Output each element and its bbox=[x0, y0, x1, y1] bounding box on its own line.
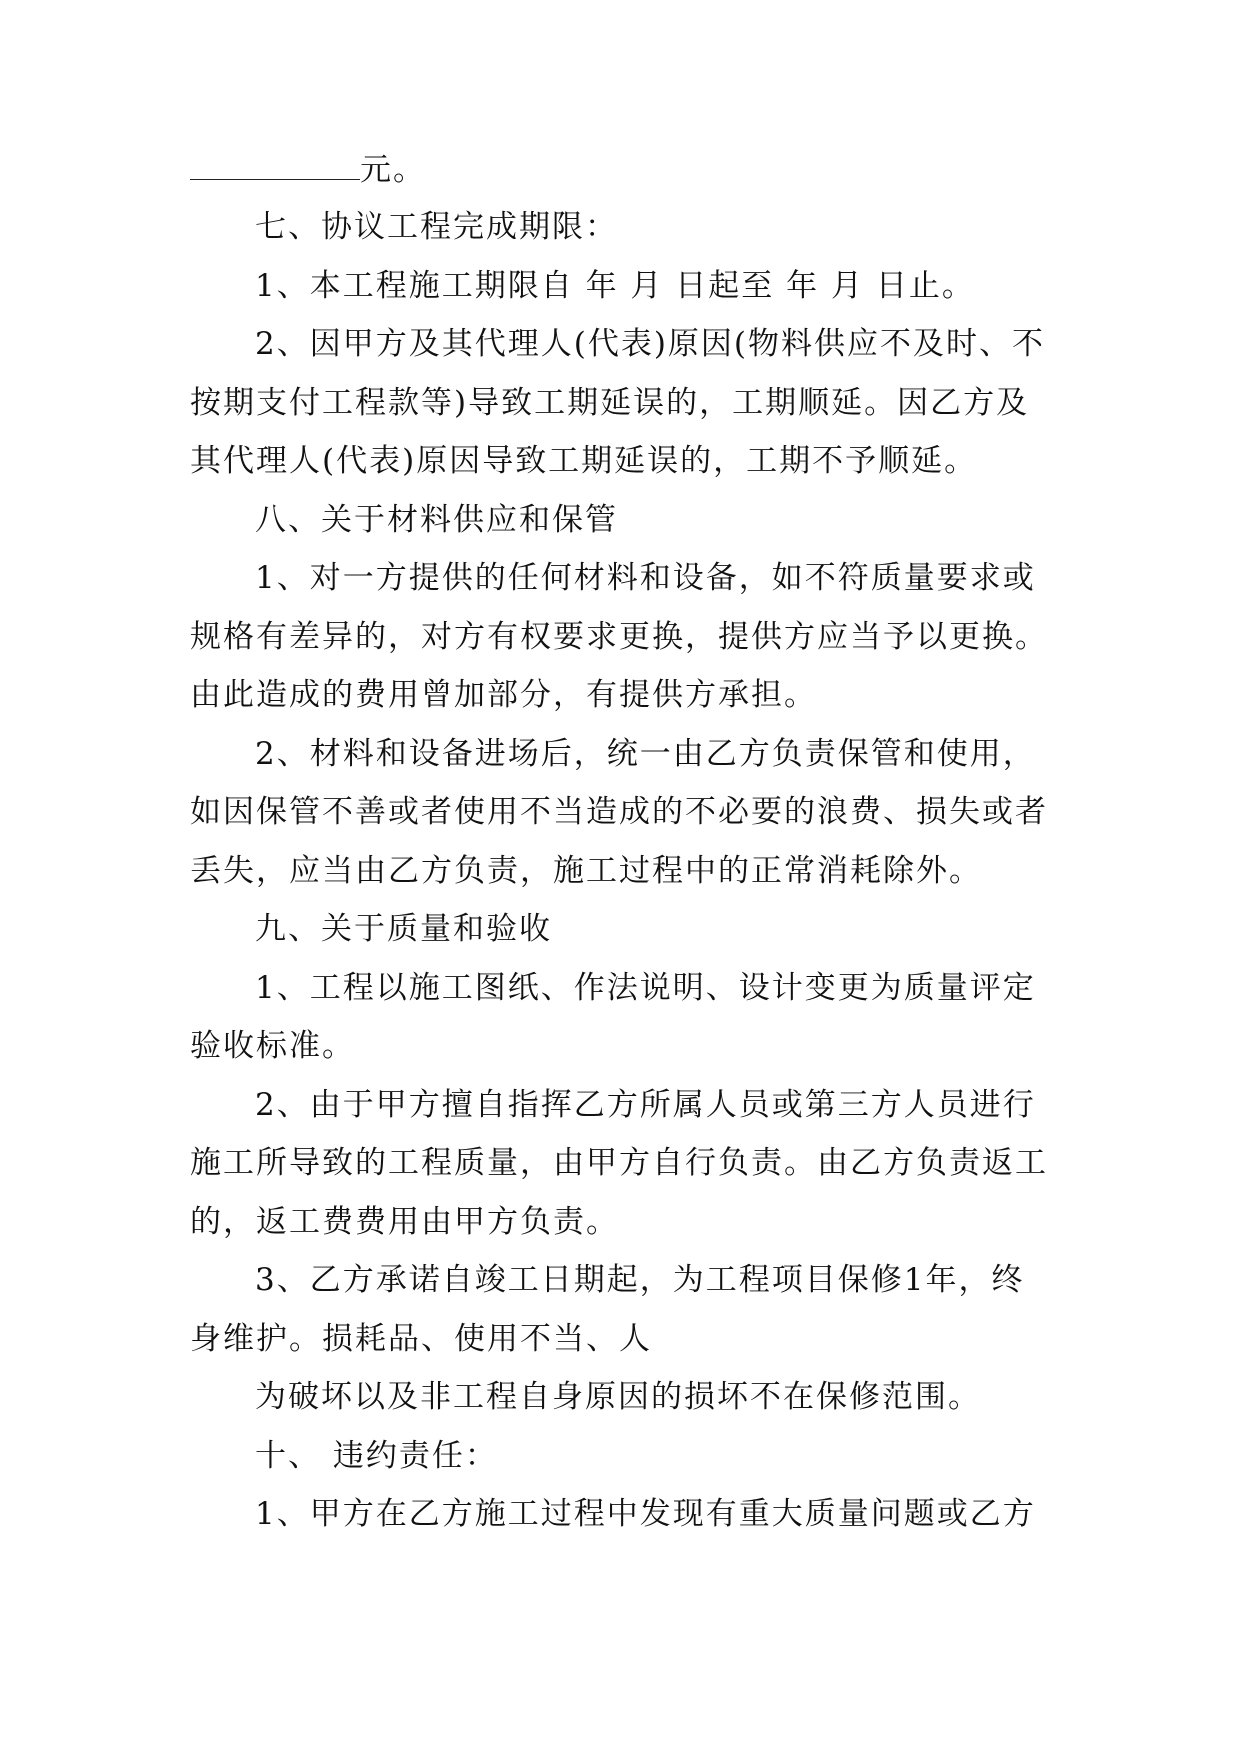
section-heading-10: 十、 违约责任： bbox=[255, 1438, 498, 1474]
paragraph-line: 的，返工费费用由甲方负责。 bbox=[190, 1204, 619, 1240]
paragraph-line: 身维护。损耗品、使用不当、人 bbox=[190, 1321, 652, 1357]
paragraph-line: 如因保管不善或者使用不当造成的不必要的浪费、损失或者 bbox=[190, 794, 1048, 830]
amount-suffix: 元。 bbox=[360, 152, 426, 188]
paragraph-line: 2、材料和设备进场后，统一由乙方负责保管和使用， bbox=[255, 736, 1036, 772]
paragraph-line: 1、对一方提供的任何材料和设备，如不符质量要求或 bbox=[255, 560, 1036, 596]
section-heading-7: 七、协议工程完成期限： bbox=[255, 209, 618, 245]
paragraph-line: 1、甲方在乙方施工过程中发现有重大质量问题或乙方 bbox=[255, 1496, 1036, 1532]
paragraph-line: 2、由于甲方擅自指挥乙方所属人员或第三方人员进行 bbox=[255, 1087, 1036, 1123]
paragraph-line: 施工所导致的工程质量，由甲方自行负责。由乙方负责返工 bbox=[190, 1145, 1048, 1181]
paragraph-line: 为破坏以及非工程自身原因的损坏不在保修范围。 bbox=[255, 1379, 981, 1415]
paragraph-line: 由此造成的费用曾加部分，有提供方承担。 bbox=[190, 677, 817, 713]
section-heading-9: 九、关于质量和验收 bbox=[255, 911, 552, 947]
paragraph-line: 2、因甲方及其代理人(代表)原因(物料供应不及时、不 bbox=[255, 326, 1046, 362]
amount-line bbox=[190, 150, 426, 190]
paragraph-line: 丢失，应当由乙方负责，施工过程中的正常消耗除外。 bbox=[190, 853, 982, 889]
section-heading-8: 八、关于材料供应和保管 bbox=[255, 502, 618, 538]
paragraph-line: 1、本工程施工期限自 年 月 日起至 年 月 日止。 bbox=[255, 268, 975, 304]
paragraph-line: 1、工程以施工图纸、作法说明、设计变更为质量评定 bbox=[255, 970, 1036, 1006]
amount-blank bbox=[190, 151, 360, 180]
paragraph-line: 其代理人(代表)原因导致工期延误的，工期不予顺延。 bbox=[190, 443, 978, 479]
paragraph-line: 3、乙方承诺自竣工日期起，为工程项目保修1年，终 bbox=[255, 1262, 1025, 1298]
paragraph-line: 规格有差异的，对方有权要求更换，提供方应当予以更换。 bbox=[190, 619, 1048, 655]
paragraph-line: 验收标准。 bbox=[190, 1028, 355, 1064]
paragraph-line: 按期支付工程款等)导致工期延误的，工期顺延。因乙方及 bbox=[190, 385, 1030, 421]
